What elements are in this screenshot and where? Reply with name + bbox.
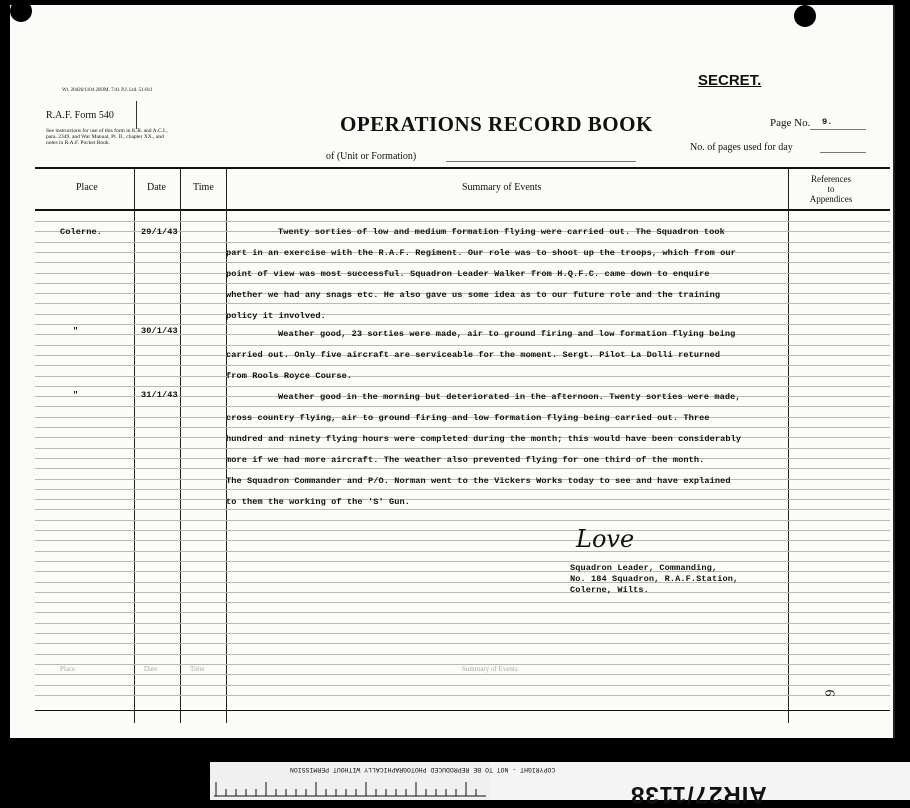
signature-line-2: No. 184 Squadron, R.A.F.Station, bbox=[570, 574, 739, 584]
table-top-rule bbox=[35, 167, 890, 169]
ruled-line bbox=[35, 571, 890, 572]
page-no-underline bbox=[810, 129, 866, 130]
ruled-line bbox=[35, 520, 890, 521]
page-title: OPERATIONS RECORD BOOK bbox=[340, 112, 653, 136]
ruled-line bbox=[35, 612, 890, 613]
entry-2-place: " bbox=[73, 326, 79, 336]
ruled-line bbox=[35, 530, 890, 531]
ruled-line bbox=[35, 674, 890, 675]
entry-2-line-2: carried out. Only five aircraft are serviceable for the moment. Sergt. Pilot La Dolli returned bbox=[226, 350, 721, 360]
entry-3-line-1: Weather good in the morning but deteriorated in the afternoon. Twenty sorties were made, bbox=[278, 392, 741, 402]
form-instruction-3: notes in R.A.F. Pocket Book. bbox=[46, 140, 111, 146]
entry-1-line-3: point of view was most successful. Squadron Leader Walker from H.Q.F.C. came down to enquire bbox=[226, 269, 710, 279]
ruled-line bbox=[35, 427, 890, 428]
ruled-line bbox=[35, 561, 890, 562]
faint-summary-label: Summary of Events bbox=[462, 665, 518, 673]
punch-hole-right bbox=[794, 5, 816, 27]
archive-reference: AIR27/1138 bbox=[630, 781, 767, 808]
form-id-divider bbox=[136, 101, 137, 129]
entry-3-place: " bbox=[73, 390, 79, 400]
ruled-line bbox=[35, 242, 890, 243]
page-number: 9. bbox=[822, 117, 833, 127]
side-page-number: 9 bbox=[823, 689, 839, 697]
ruled-line bbox=[35, 592, 890, 593]
ruled-line bbox=[35, 324, 890, 325]
entry-1-line-2: part in an exercise with the R.A.F. Regiment. Our role was to shoot up the troops, which from our bbox=[226, 248, 736, 258]
ruled-line bbox=[35, 283, 890, 284]
col-header-references: References to Appendices bbox=[809, 174, 853, 204]
entry-3-line-4: more if we had more aircraft. The weather also prevented flying for one third of the month. bbox=[226, 455, 705, 465]
print-reference: Wt. 20426/1104 20OM. 7/41 P.J. Ltd. 51-811 bbox=[62, 88, 153, 93]
ruled-line bbox=[35, 582, 890, 583]
signature-line-1: Squadron Leader, Commanding, bbox=[570, 563, 718, 573]
faint-date-label: Date bbox=[144, 665, 158, 673]
ruled-line bbox=[35, 540, 890, 541]
ruled-line bbox=[35, 376, 890, 377]
ruled-line bbox=[35, 695, 890, 696]
faint-time-label: Time bbox=[190, 665, 205, 673]
classification-label: SECRET. bbox=[698, 72, 762, 89]
signature-line-3: Colerne, Wilts. bbox=[570, 585, 649, 595]
form-instruction-1: See instructions for use of this form in K.R. and A.C.I., bbox=[46, 128, 168, 134]
entry-3-line-5: The Squadron Commander and P/O. Norman went to the Vickers Works today to see and have explained bbox=[226, 476, 731, 486]
ruled-line bbox=[35, 365, 890, 366]
col-header-time: Time bbox=[193, 182, 214, 193]
unit-underline bbox=[446, 161, 636, 162]
ruled-line bbox=[35, 314, 890, 315]
ruled-line bbox=[35, 633, 890, 634]
col-header-summary: Summary of Events bbox=[462, 182, 542, 193]
ruled-line bbox=[35, 499, 890, 500]
ruled-line bbox=[35, 448, 890, 449]
handwritten-signature: Love bbox=[576, 525, 635, 553]
unit-label: of (Unit or Formation) bbox=[326, 151, 417, 162]
copyright-notice: COPYRIGHT - NOT TO BE REPRODUCED PHOTOGRAPHICALLY WITHOUT PERMISSION bbox=[290, 766, 556, 773]
entry-1-place: Colerne. bbox=[60, 227, 103, 237]
entry-3-line-3: hundred and ninety flying hours were completed during the month; this would have been considerably bbox=[226, 434, 742, 444]
col-header-place: Place bbox=[76, 182, 98, 193]
ruled-line bbox=[35, 262, 890, 263]
table-header-rule bbox=[35, 209, 890, 211]
form-instruction-2: para. 2349, and War Manual, Pt. II., chapter XX., and bbox=[46, 134, 164, 140]
entry-3-line-6: to them the working of the 'S' Gun. bbox=[226, 497, 410, 507]
entry-3-line-2: cross country flying, air to ground firing and low formation flying being carried out. Three bbox=[226, 413, 710, 423]
entry-2-line-3: from Rools Royce Course. bbox=[226, 371, 353, 381]
col-header-date: Date bbox=[147, 182, 166, 193]
faint-place-label: Place bbox=[60, 665, 76, 673]
punch-hole-left bbox=[10, 0, 32, 22]
ruled-line bbox=[35, 551, 890, 552]
entry-2-date: 30/1/43 bbox=[141, 326, 178, 336]
entry-1-line-4: whether we had any snags etc. He also gave us some idea as to our future role and the training bbox=[226, 290, 721, 300]
record-sheet bbox=[10, 5, 895, 738]
ruled-line bbox=[35, 221, 890, 222]
ruled-line bbox=[35, 509, 890, 510]
entry-1-line-5: policy it involved. bbox=[226, 311, 326, 321]
ruled-line bbox=[35, 654, 890, 655]
entry-2-line-1: Weather good, 23 sorties were made, air to ground firing and low formation flying being bbox=[278, 329, 736, 339]
table-bottom-rule bbox=[35, 710, 890, 711]
archive-strip bbox=[210, 762, 910, 808]
form-id: R.A.F. Form 540 bbox=[46, 110, 114, 121]
ruled-line bbox=[35, 345, 890, 346]
pages-used-underline bbox=[820, 152, 866, 153]
ruled-line bbox=[35, 623, 890, 624]
entry-1-date: 29/1/43 bbox=[141, 227, 178, 237]
ruled-line bbox=[35, 303, 890, 304]
page-no-label: Page No. bbox=[770, 117, 811, 129]
ruled-line bbox=[35, 468, 890, 469]
ruled-line bbox=[35, 489, 890, 490]
ruled-line bbox=[35, 406, 890, 407]
ruled-line bbox=[35, 386, 890, 387]
entry-3-date: 31/1/43 bbox=[141, 390, 178, 400]
entry-1-line-1: Twenty sorties of low and medium formation flying were carried out. The Squadron took bbox=[278, 227, 725, 237]
ruled-line bbox=[35, 643, 890, 644]
ruled-line bbox=[35, 685, 890, 686]
pages-used-label: No. of pages used for day bbox=[690, 142, 793, 153]
ruled-line bbox=[35, 602, 890, 603]
